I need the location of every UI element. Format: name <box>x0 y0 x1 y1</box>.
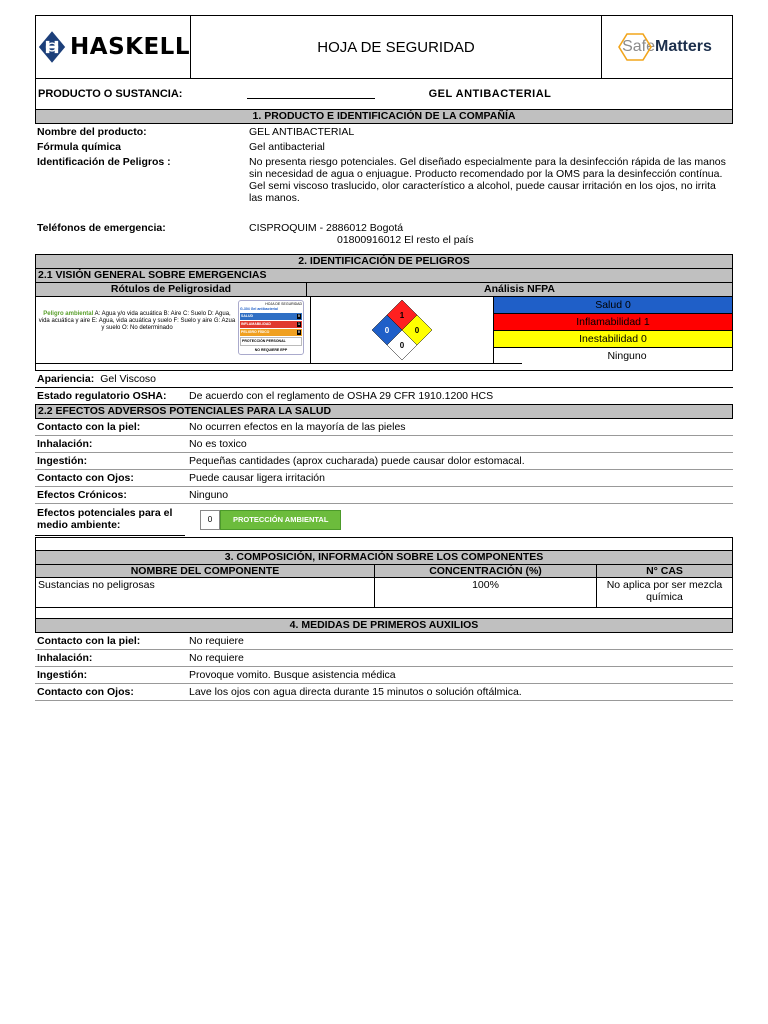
product-label: PRODUCTO O SUSTANCIA: <box>38 88 183 100</box>
emergency-phone-line-2: 01800916012 El resto el país <box>337 234 474 246</box>
safety-data-sheet <box>35 15 733 701</box>
product-row <box>35 79 733 109</box>
section-1-header: 1. PRODUCTO E IDENTIFICACIÓN DE LA COMPAÑÍA <box>35 109 733 124</box>
first-aid-row <box>35 633 733 650</box>
haskell-logo <box>36 16 191 78</box>
environment-effects-row <box>35 504 733 537</box>
composition-cell: 100% <box>375 578 597 608</box>
logo-matters-text: Matters <box>655 38 712 55</box>
product-underline <box>247 98 375 99</box>
label-card-product: G-304 Gel antibacterial <box>240 307 278 311</box>
environmental-legend-title: Peligro ambiental <box>43 311 94 317</box>
emergency-phone-line-1: CISPROQUIM - 2886012 Bogotá <box>249 222 404 234</box>
haskell-emblem-icon <box>38 28 66 66</box>
first-aid-row <box>35 684 733 701</box>
section-2-2-header: 2.2 EFECTOS ADVERSOS POTENCIALES PARA LA SALUD <box>35 404 733 419</box>
first-aid-label: Contacto con Ojos: <box>37 686 134 698</box>
sheet-header <box>35 15 733 79</box>
health-effect-value: No ocurren efectos en la mayoría de las pieles <box>189 421 406 433</box>
label-card-row-name: INFLAMABILIDAD <box>241 322 271 326</box>
hazard-labels-header: Rótulos de Peligrosidad <box>35 283 307 297</box>
composition-column-header: NOMBRE DEL COMPONENTE <box>35 565 375 578</box>
health-effect-value: No es toxico <box>189 438 247 450</box>
section-4-header: 4. MEDIDAS DE PRIMEROS AUXILIOS <box>35 618 733 633</box>
health-effect-label: Ingestión: <box>37 455 88 467</box>
nfpa-diamond-icon <box>369 299 435 361</box>
first-aid-value: Lave los ojos con agua directa durante 15 minutos o solución oftálmica. <box>189 686 522 698</box>
composition-table-header <box>35 565 733 578</box>
section-2-1-header: 2.1 VISIÓN GENERAL SOBRE EMERGENCIAS <box>35 269 733 283</box>
health-effect-row <box>35 419 733 436</box>
product-name-row <box>35 126 733 138</box>
first-aid-value: No requiere <box>189 652 244 664</box>
brand-name: HASKELL <box>70 34 190 60</box>
nfpa-rating-item: Inflamabilidad 1 <box>494 314 732 331</box>
composition-cell: Sustancias no peligrosas <box>35 578 375 608</box>
health-effect-row <box>35 453 733 470</box>
composition-row <box>35 578 733 608</box>
health-effect-value: Puede causar ligera irritación <box>189 472 325 484</box>
first-aid-label: Inhalación: <box>37 652 93 664</box>
first-aid-label: Contacto con la piel: <box>37 635 141 647</box>
composition-table-body <box>35 578 733 608</box>
product-value: GEL ANTIBACTERIAL <box>428 88 552 100</box>
formula-label: Fórmula química <box>37 141 122 153</box>
label-card-row <box>240 337 302 346</box>
label-card-foot: NO REQUIERE EPP <box>254 348 288 352</box>
first-aid-label: Ingestión: <box>37 669 88 681</box>
environmental-legend-text: A: Agua y/o vida acuática B: Aire C: Suelo D: Agua, vida acuática y aire E: Agua, vida acuática y suelo F: Suelo y aire G: Azua y suelo O: No determinado <box>38 311 236 331</box>
page-title: HOJA DE SEGURIDAD <box>191 16 602 78</box>
osha-label: Estado regulatorio OSHA: <box>37 390 167 402</box>
health-effect-label: Contacto con Ojos: <box>37 472 134 484</box>
environment-protection-number: 0 <box>200 510 220 530</box>
health-effect-label: Inhalación: <box>37 438 93 450</box>
safematters-logo <box>602 16 732 78</box>
first-aid-value: No requiere <box>189 635 244 647</box>
health-effect-value: Ninguno <box>189 489 229 501</box>
emergency-phone-label: Teléfonos de emergencia: <box>37 222 166 234</box>
nfpa-rating-list <box>494 297 732 363</box>
label-card-row-name: PROTECCIÓN PERSONAL <box>242 339 286 343</box>
label-card-row <box>240 321 302 328</box>
nfpa-rating-item: Inestabilidad 0 <box>494 331 732 348</box>
health-effect-value: Pequeñas cantidades (aprox cucharada) puede causar dolor estomacal. <box>189 455 525 467</box>
first-aid-value: Provoque vomito. Busque asistencia médica <box>189 669 396 681</box>
safematters-hexagon-icon <box>618 32 652 62</box>
nfpa-rating-item: Salud 0 <box>494 297 732 314</box>
appearance-value: Gel Viscoso <box>100 373 157 385</box>
first-aid-list <box>35 633 733 701</box>
environment-protection-label: PROTECCIÓN AMBIENTAL <box>220 510 341 530</box>
environment-effects-label: Efectos potenciales para el medio ambiente: <box>35 507 185 536</box>
health-effect-row <box>35 487 733 504</box>
product-name-value: GEL ANTIBACTERIAL <box>249 126 355 138</box>
composition-cell: No aplica por ser mezcla química <box>597 578 733 608</box>
hazard-labels-header-row <box>35 283 733 297</box>
health-effects-list <box>35 419 733 504</box>
nfpa-header: Análisis NFPA <box>307 283 733 297</box>
nfpa-diamond-cell <box>311 297 494 363</box>
product-name-label: Nombre del producto: <box>37 126 147 138</box>
label-card-head: HOJA DE SEGURIDAD <box>265 302 302 306</box>
nfpa-rating-item: Ninguno <box>522 348 732 364</box>
hazard-id-row <box>35 156 733 222</box>
environment-protection-badge <box>200 510 341 530</box>
section-3-header: 3. COMPOSICIÓN, INFORMACIÓN SOBRE LOS COMPONENTES <box>35 550 733 565</box>
label-card-row-name: PELIGRO FÍSICO <box>241 330 270 334</box>
formula-row <box>35 141 733 153</box>
health-effect-row <box>35 436 733 453</box>
hazard-id-value: No presenta riesgo potenciales. Gel diseñado especialmente para la desinfección rápida de las manos sin necesidad de agua o enjuague. Producto recomendado por la OMS para la desinfección contínua. Gel semi viscoso traslucido, olor característico a alcohol, puede causar irritación en los ojos, no irrita las manos. <box>249 156 726 204</box>
diamond-top-value: 1 <box>399 311 405 320</box>
emergency-phone-row <box>35 222 733 254</box>
section-2-header: 2. IDENTIFICACIÓN DE PELIGROS <box>35 254 733 269</box>
environmental-legend <box>36 297 238 363</box>
label-card-row-number: 0 <box>298 330 300 334</box>
composition-column-header: CONCENTRACIÓN (%) <box>375 565 597 578</box>
hazard-label-card <box>238 297 311 363</box>
appearance-label: Apariencia: <box>37 373 95 385</box>
osha-row <box>35 387 733 404</box>
composition-column-header: N° CAS <box>597 565 733 578</box>
first-aid-row <box>35 667 733 684</box>
logo-safe-text: Safe <box>622 38 655 55</box>
label-card-row <box>240 313 302 320</box>
diamond-right-value: 0 <box>414 326 420 335</box>
hazard-labels-row <box>35 297 733 364</box>
label-card-rows <box>240 313 302 346</box>
label-card-row-number: 1 <box>298 322 300 326</box>
first-aid-row <box>35 650 733 667</box>
health-effect-label: Contacto con la piel: <box>37 421 141 433</box>
health-effect-label: Efectos Crónicos: <box>37 489 127 501</box>
label-card-row-name: SALUD <box>241 314 254 318</box>
diamond-left-value: 0 <box>384 326 390 335</box>
diamond-bottom-value: 0 <box>399 341 405 350</box>
hazard-id-label: Identificación de Peligros : <box>37 156 171 168</box>
label-card-row-number: 0 <box>298 314 300 318</box>
formula-value: Gel antibacterial <box>249 141 325 153</box>
health-effect-row <box>35 470 733 487</box>
label-card-row <box>240 329 302 336</box>
osha-value: De acuerdo con el reglamento de OSHA 29 CFR 1910.1200 HCS <box>189 390 494 402</box>
appearance-row <box>35 370 733 387</box>
